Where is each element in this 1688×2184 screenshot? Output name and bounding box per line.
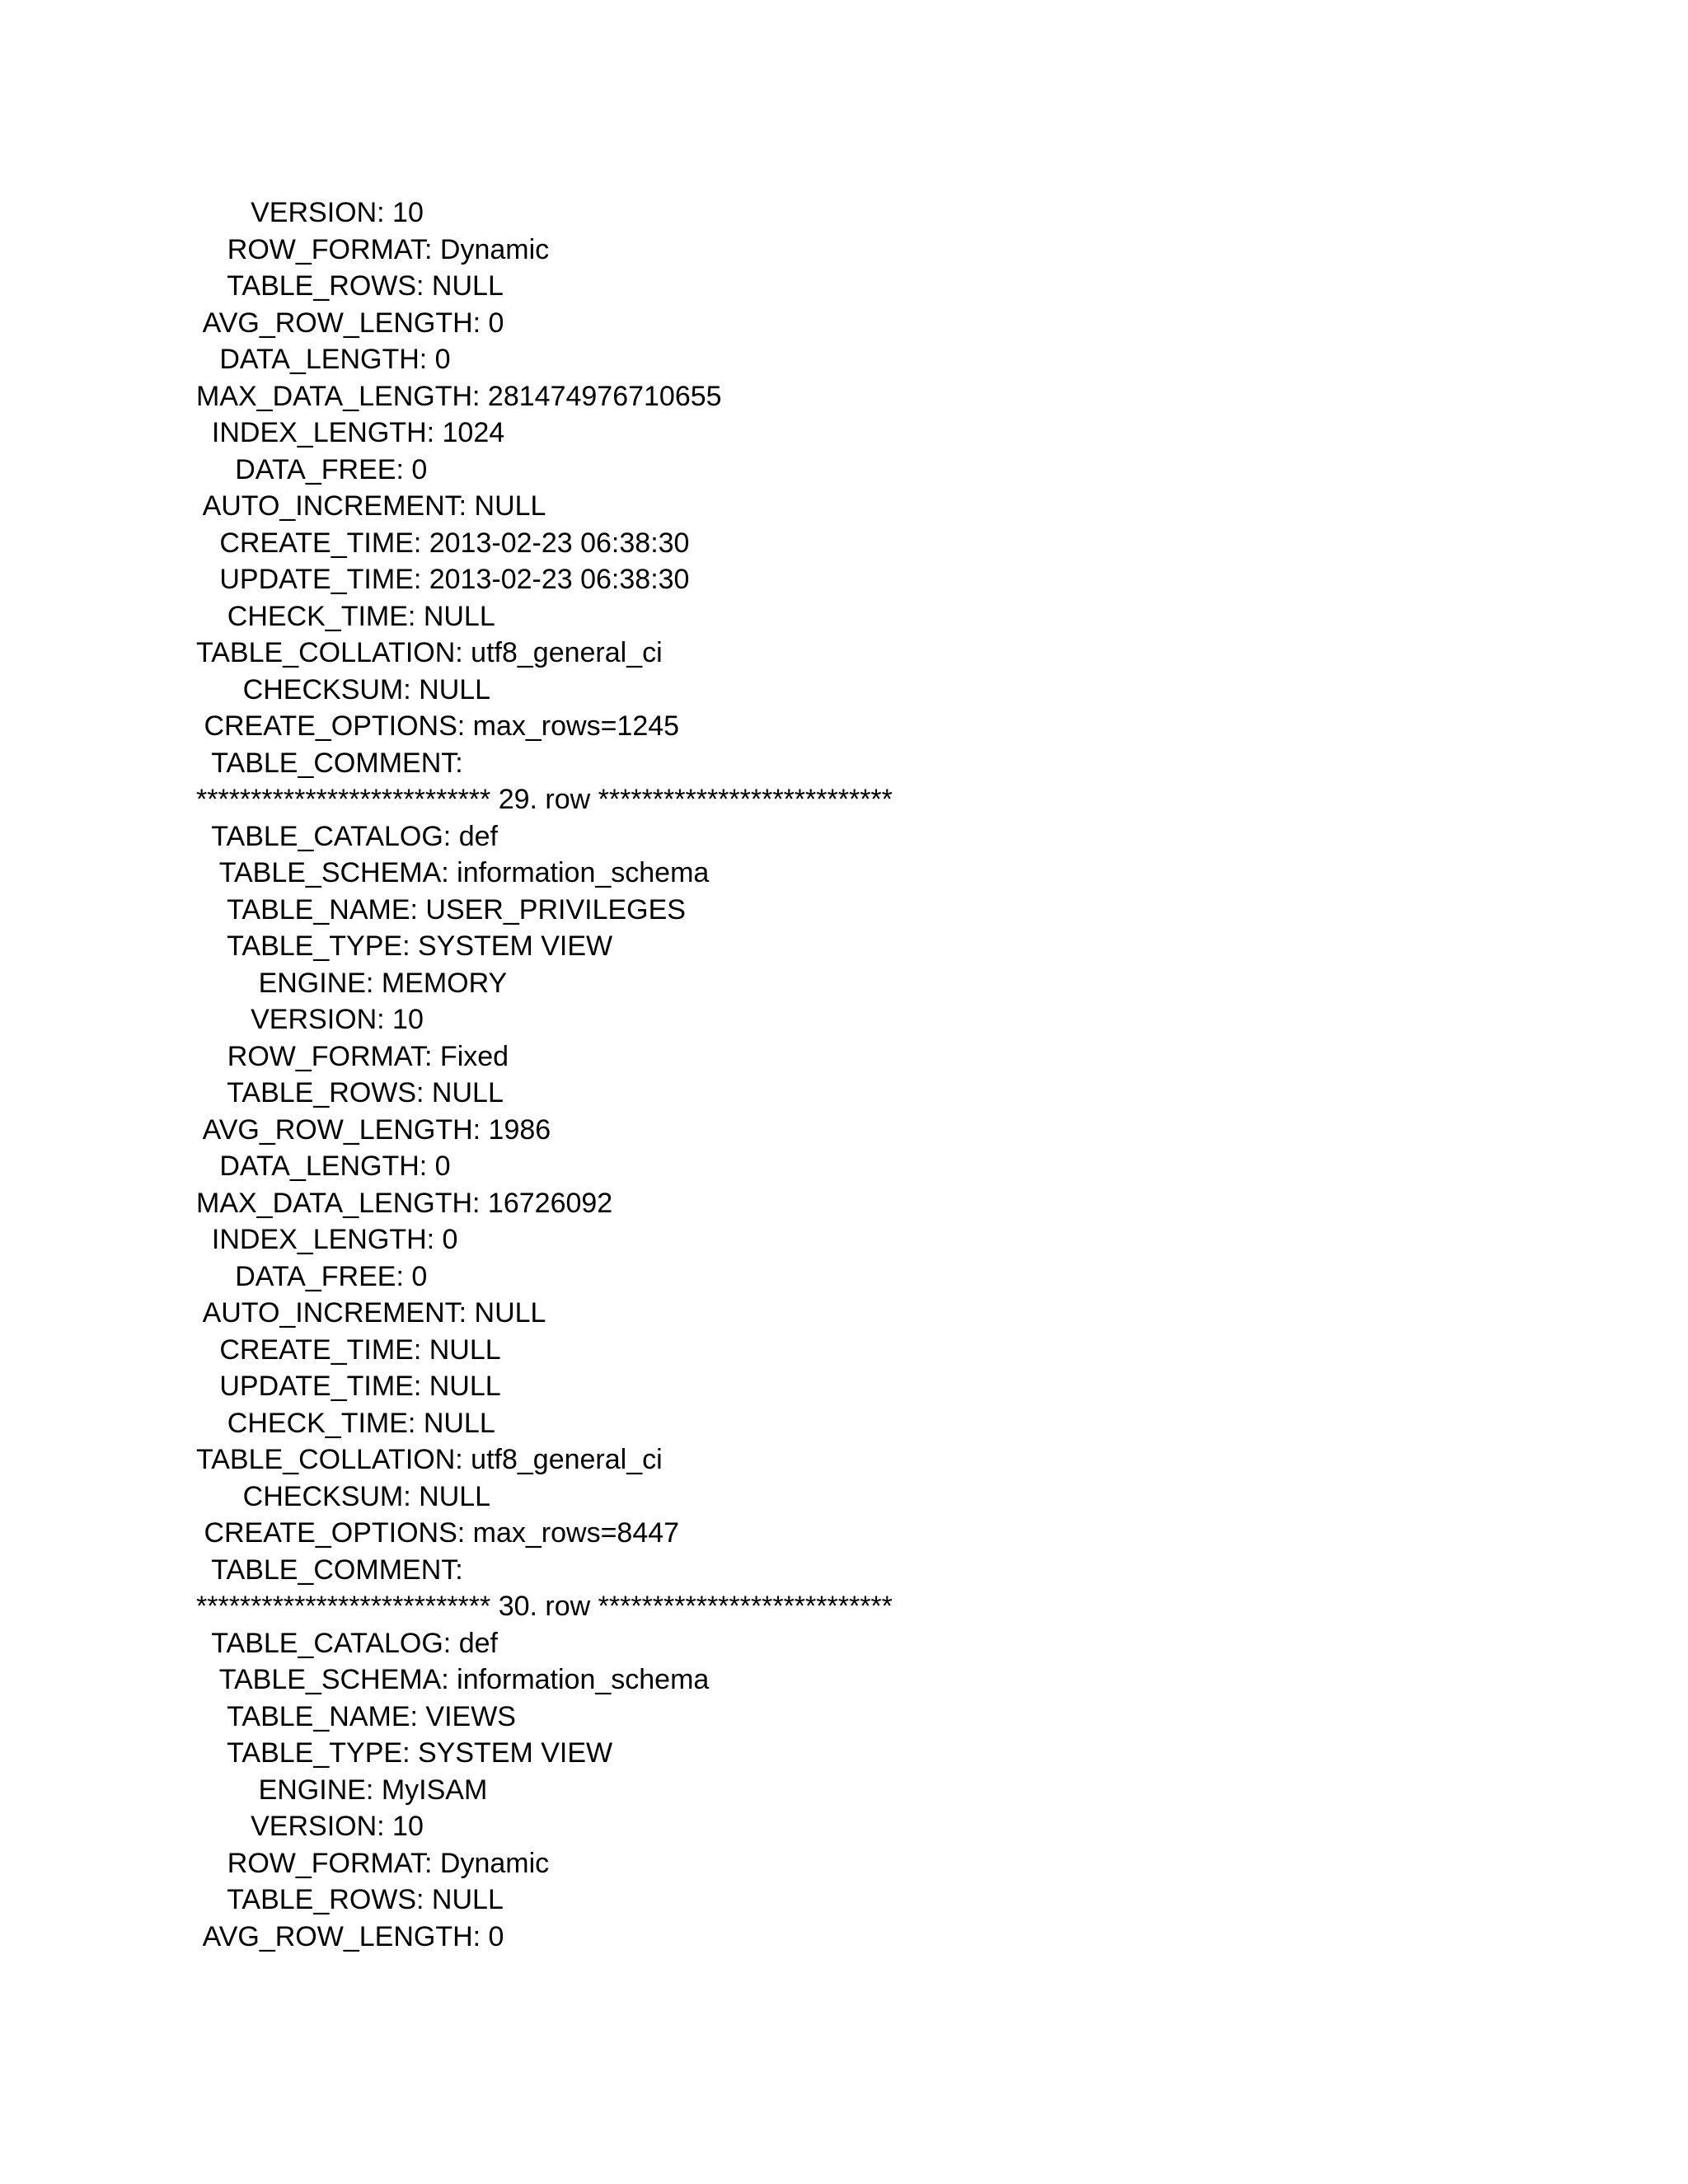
text-line: TABLE_ROWS: NULL: [196, 1077, 504, 1108]
text-line: VERSION: 10: [196, 1004, 424, 1035]
text-line: AVG_ROW_LENGTH: 0: [196, 1920, 504, 1952]
text-line: INDEX_LENGTH: 1024: [196, 417, 505, 448]
text-line: CHECK_TIME: NULL: [196, 600, 495, 632]
text-line: ENGINE: MyISAM: [196, 1774, 488, 1806]
text-line: CHECK_TIME: NULL: [196, 1407, 495, 1439]
text-line: UPDATE_TIME: 2013-02-23 06:38:30: [196, 564, 690, 595]
text-line: DATA_FREE: 0: [196, 1260, 428, 1292]
text-line: ROW_FORMAT: Dynamic: [196, 1847, 550, 1879]
row-separator: *************************** 30. row ***************************: [196, 1591, 893, 1622]
text-line: TABLE_COMMENT:: [196, 1554, 463, 1586]
text-line: CREATE_OPTIONS: max_rows=8447: [196, 1517, 680, 1549]
text-line: TABLE_SCHEMA: information_schema: [196, 1664, 710, 1695]
text-line: CREATE_TIME: NULL: [196, 1333, 501, 1366]
text-line: MAX_DATA_LENGTH: 16726092: [196, 1187, 613, 1219]
text-line: AVG_ROW_LENGTH: 0: [196, 307, 504, 339]
text-line: ENGINE: MEMORY: [196, 967, 508, 999]
text-line: AUTO_INCREMENT: NULL: [196, 1297, 546, 1329]
text-line: INDEX_LENGTH: 0: [196, 1224, 458, 1255]
text-line: TABLE_COMMENT:: [196, 747, 463, 779]
text-line: CREATE_OPTIONS: max_rows=1245: [196, 710, 680, 742]
text-line: MAX_DATA_LENGTH: 281474976710655: [196, 380, 722, 412]
text-line: TABLE_NAME: USER_PRIVILEGES: [196, 893, 686, 926]
text-line: UPDATE_TIME: NULL: [196, 1371, 501, 1402]
text-line: VERSION: 10: [196, 197, 424, 228]
text-line: TABLE_CATALOG: def: [196, 1627, 498, 1659]
text-line: TABLE_ROWS: NULL: [196, 1884, 504, 1915]
text-line: DATA_FREE: 0: [196, 453, 428, 485]
text-line: TABLE_COLLATION: utf8_general_ci: [196, 637, 663, 668]
text-line: TABLE_TYPE: SYSTEM VIEW: [196, 930, 613, 962]
text-line: TABLE_CATALOG: def: [196, 820, 498, 852]
text-line: DATA_LENGTH: 0: [196, 344, 451, 375]
text-line: TABLE_NAME: VIEWS: [196, 1700, 516, 1732]
text-line: AVG_ROW_LENGTH: 1986: [196, 1113, 551, 1146]
text-line: AUTO_INCREMENT: NULL: [196, 490, 546, 522]
text-line: TABLE_COLLATION: utf8_general_ci: [196, 1444, 663, 1475]
text-line: VERSION: 10: [196, 1811, 424, 1842]
text-line: TABLE_TYPE: SYSTEM VIEW: [196, 1737, 613, 1769]
query-result-listing: [196, 194, 1515, 1955]
text-line: ROW_FORMAT: Dynamic: [196, 233, 550, 265]
text-line: DATA_LENGTH: 0: [196, 1151, 451, 1182]
text-line: CHECKSUM: NULL: [196, 1480, 491, 1512]
text-line: TABLE_ROWS: NULL: [196, 270, 504, 302]
text-line: ROW_FORMAT: Fixed: [196, 1040, 509, 1072]
text-line: CHECKSUM: NULL: [196, 673, 491, 705]
text-line: TABLE_SCHEMA: information_schema: [196, 857, 710, 888]
text-line: CREATE_TIME: 2013-02-23 06:38:30: [196, 527, 690, 559]
row-separator: *************************** 29. row ***************************: [196, 784, 893, 815]
